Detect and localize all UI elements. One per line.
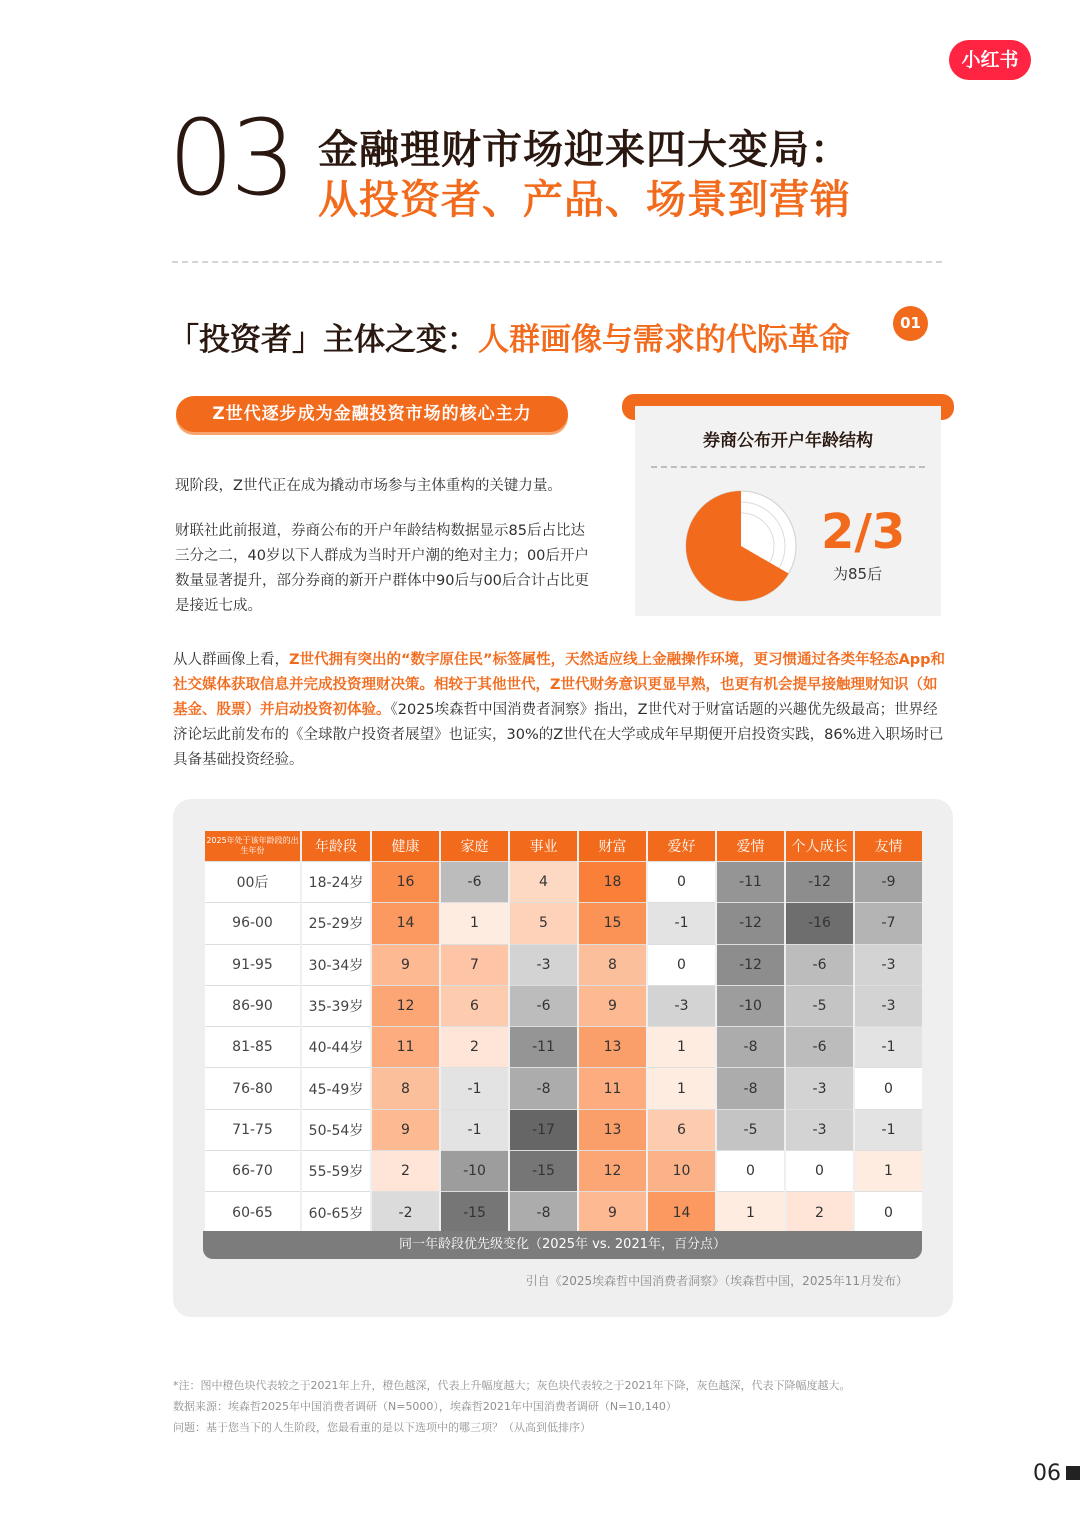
value-cell-family: -1 bbox=[441, 1109, 508, 1150]
value-cell-career: -6 bbox=[510, 985, 577, 1026]
section-number: 03 bbox=[168, 97, 293, 219]
value-cell-career: -15 bbox=[510, 1150, 577, 1191]
table-row bbox=[205, 902, 922, 943]
value-cell-wealth: 8 bbox=[579, 944, 646, 985]
priority-heatmap-table bbox=[203, 831, 924, 1233]
value-cell-career: -8 bbox=[510, 1191, 577, 1232]
table-header-row bbox=[205, 831, 922, 861]
cohort-cell: 00后 bbox=[205, 861, 300, 902]
card-divider bbox=[651, 466, 925, 468]
header-growth: 个人成长 bbox=[786, 831, 853, 861]
age-cell: 35-39岁 bbox=[302, 985, 370, 1026]
footnote-1: *注：图中橙色块代表较之于2021年上升，橙色越深，代表上升幅度越大；灰色块代表较之于2021年下降，灰色越深，代表下降幅度越大。 bbox=[173, 1379, 851, 1392]
share-pie-chart bbox=[683, 488, 799, 604]
age-cell: 25-29岁 bbox=[302, 902, 370, 943]
value-cell-love: 1 bbox=[717, 1191, 784, 1232]
value-cell-wealth: 13 bbox=[579, 1026, 646, 1067]
value-cell-friendship: -1 bbox=[855, 1026, 922, 1067]
paragraph-3-rest: 《2025埃森哲中国消费者洞察》指出，Z世代对于财富话题的兴趣优先级最高；世界经济论坛此前发布的《全球散户投资者展望》也证实，30%的Z世代在大学或成年早期便开启投资实践，86%进入职场时已具备基础投资经验。 bbox=[173, 702, 944, 768]
value-cell-career: 4 bbox=[510, 861, 577, 902]
age-cell: 18-24岁 bbox=[302, 861, 370, 902]
cohort-cell: 66-70 bbox=[205, 1150, 300, 1191]
value-cell-friendship: -7 bbox=[855, 902, 922, 943]
table-row bbox=[205, 985, 922, 1026]
age-cell: 45-49岁 bbox=[302, 1067, 370, 1108]
header-age: 年龄段 bbox=[302, 831, 370, 861]
header-family: 家庭 bbox=[441, 831, 508, 861]
header-love: 爱情 bbox=[717, 831, 784, 861]
cohort-cell: 60-65 bbox=[205, 1191, 300, 1232]
table-row bbox=[205, 1191, 922, 1232]
table-row bbox=[205, 861, 922, 902]
value-cell-family: 1 bbox=[441, 902, 508, 943]
share-label: 为85后 bbox=[833, 565, 883, 583]
section-subheading bbox=[168, 314, 850, 359]
value-cell-health: 11 bbox=[372, 1026, 439, 1067]
paragraph-2: 财联社此前报道，券商公布的开户年龄结构数据显示85后占比达三分之二，40岁以下人群成为当时开户潮的绝对主力；00后开户数量显著提升，部分券商的新开户群体中90后与00后合计占比更是接近七成。 bbox=[175, 523, 589, 614]
value-cell-family: 6 bbox=[441, 985, 508, 1026]
value-cell-career: -11 bbox=[510, 1026, 577, 1067]
value-cell-health: 2 bbox=[372, 1150, 439, 1191]
table-row bbox=[205, 1150, 922, 1191]
page-title-line1: 金融理财市场迎来四大变局： bbox=[318, 127, 851, 173]
value-cell-family: -15 bbox=[441, 1191, 508, 1232]
cohort-cell: 71-75 bbox=[205, 1109, 300, 1150]
value-cell-love: -12 bbox=[717, 944, 784, 985]
value-cell-health: 9 bbox=[372, 944, 439, 985]
value-cell-growth: 2 bbox=[786, 1191, 853, 1232]
value-cell-career: -8 bbox=[510, 1067, 577, 1108]
footnote-2: 数据来源：埃森哲2025年中国消费者调研（N=5000），埃森哲2021年中国消费者调研（N=10,140） bbox=[173, 1400, 677, 1413]
account-age-card bbox=[635, 406, 941, 616]
value-cell-friendship: 0 bbox=[855, 1191, 922, 1232]
value-cell-career: 5 bbox=[510, 902, 577, 943]
header-health: 健康 bbox=[372, 831, 439, 861]
value-cell-growth: -3 bbox=[786, 1109, 853, 1150]
value-cell-growth: -16 bbox=[786, 902, 853, 943]
paragraph-3-highlight: Z世代拥有突出的“数字原住民”标签属性，天然适应线上金融操作环境，更习惯通过各类年轻态App和社交媒体获取信息并完成投资理财决策。相较于其他世代，Z世代财务意识更显早熟，也更有机会提早接触理财知识（如基金、股票）并启动投资初体验。 bbox=[173, 652, 946, 718]
value-cell-wealth: 11 bbox=[579, 1067, 646, 1108]
topic-pill: Z世代逐步成为金融投资市场的核心主力 bbox=[176, 396, 568, 432]
value-cell-growth: -5 bbox=[786, 985, 853, 1026]
share-value: 2/3 bbox=[821, 504, 906, 560]
subheading-badge: 01 bbox=[893, 306, 928, 341]
paragraph-3 bbox=[173, 648, 949, 773]
value-cell-hobby: 0 bbox=[648, 944, 715, 985]
value-cell-wealth: 9 bbox=[579, 985, 646, 1026]
value-cell-hobby: 1 bbox=[648, 1067, 715, 1108]
value-cell-friendship: -3 bbox=[855, 944, 922, 985]
table-row bbox=[205, 1109, 922, 1150]
table-row bbox=[205, 1067, 922, 1108]
value-cell-love: -5 bbox=[717, 1109, 784, 1150]
value-cell-friendship: -3 bbox=[855, 985, 922, 1026]
value-cell-friendship: 1 bbox=[855, 1150, 922, 1191]
table-row bbox=[205, 944, 922, 985]
value-cell-family: 7 bbox=[441, 944, 508, 985]
value-cell-love: -8 bbox=[717, 1067, 784, 1108]
paragraph-1: 现阶段，Z世代正在成为撬动市场参与主体重构的关键力量。 bbox=[175, 478, 562, 494]
divider bbox=[172, 261, 942, 263]
header-wealth: 财富 bbox=[579, 831, 646, 861]
page-number: 06 bbox=[1033, 1461, 1061, 1486]
value-cell-career: -3 bbox=[510, 944, 577, 985]
header-hobby: 爱好 bbox=[648, 831, 715, 861]
value-cell-career: -17 bbox=[510, 1109, 577, 1150]
value-cell-love: -10 bbox=[717, 985, 784, 1026]
cohort-cell: 91-95 bbox=[205, 944, 300, 985]
value-cell-hobby: -3 bbox=[648, 985, 715, 1026]
value-cell-love: -12 bbox=[717, 902, 784, 943]
table-row bbox=[205, 1026, 922, 1067]
xiaohongshu-logo: 小红书 bbox=[949, 40, 1031, 80]
value-cell-health: 12 bbox=[372, 985, 439, 1026]
table-footer: 同一年龄段优先级变化（2025年 vs. 2021年，百分点） bbox=[203, 1231, 922, 1259]
value-cell-friendship: -1 bbox=[855, 1109, 922, 1150]
age-cell: 55-59岁 bbox=[302, 1150, 370, 1191]
value-cell-growth: -6 bbox=[786, 944, 853, 985]
value-cell-hobby: 6 bbox=[648, 1109, 715, 1150]
age-cell: 60-65岁 bbox=[302, 1191, 370, 1232]
header-career: 事业 bbox=[510, 831, 577, 861]
value-cell-growth: -6 bbox=[786, 1026, 853, 1067]
page-marker bbox=[1066, 1466, 1080, 1480]
value-cell-family: -10 bbox=[441, 1150, 508, 1191]
value-cell-love: -11 bbox=[717, 861, 784, 902]
value-cell-health: 8 bbox=[372, 1067, 439, 1108]
header-cohort: 2025年处于该年龄段的出生年份 bbox=[205, 831, 300, 861]
footnotes bbox=[173, 1375, 850, 1438]
table-body bbox=[205, 861, 922, 1233]
value-cell-health: 16 bbox=[372, 861, 439, 902]
page-title-line2: 从投资者、产品、场景到营销 bbox=[318, 177, 851, 223]
age-cell: 30-34岁 bbox=[302, 944, 370, 985]
value-cell-wealth: 15 bbox=[579, 902, 646, 943]
paragraph-3-lead: 从人群画像上看， bbox=[173, 652, 289, 668]
value-cell-wealth: 9 bbox=[579, 1191, 646, 1232]
subheading-part1: 「投资者」主体之变： bbox=[168, 322, 478, 358]
value-cell-health: -2 bbox=[372, 1191, 439, 1232]
table-source: 引自《2025埃森哲中国消费者洞察》（埃森哲中国，2025年11月发布） bbox=[525, 1274, 908, 1288]
value-cell-love: 0 bbox=[717, 1150, 784, 1191]
age-cell: 50-54岁 bbox=[302, 1109, 370, 1150]
value-cell-wealth: 13 bbox=[579, 1109, 646, 1150]
value-cell-wealth: 18 bbox=[579, 861, 646, 902]
value-cell-hobby: 10 bbox=[648, 1150, 715, 1191]
value-cell-love: -8 bbox=[717, 1026, 784, 1067]
cohort-cell: 86-90 bbox=[205, 985, 300, 1026]
value-cell-family: -1 bbox=[441, 1067, 508, 1108]
subheading-part2: 人群画像与需求的代际革命 bbox=[478, 322, 850, 358]
card-title: 券商公布开户年龄结构 bbox=[703, 431, 873, 451]
cohort-cell: 96-00 bbox=[205, 902, 300, 943]
value-cell-health: 14 bbox=[372, 902, 439, 943]
value-cell-growth: 0 bbox=[786, 1150, 853, 1191]
cohort-cell: 81-85 bbox=[205, 1026, 300, 1067]
value-cell-growth: -12 bbox=[786, 861, 853, 902]
value-cell-family: 2 bbox=[441, 1026, 508, 1067]
header-friendship: 友情 bbox=[855, 831, 922, 861]
value-cell-hobby: 0 bbox=[648, 861, 715, 902]
value-cell-wealth: 12 bbox=[579, 1150, 646, 1191]
footnote-3: 问题：基于您当下的人生阶段，您最看重的是以下选项中的哪三项？（从高到低排序） bbox=[173, 1421, 591, 1434]
value-cell-hobby: -1 bbox=[648, 902, 715, 943]
value-cell-hobby: 14 bbox=[648, 1191, 715, 1232]
age-cell: 40-44岁 bbox=[302, 1026, 370, 1067]
value-cell-friendship: -9 bbox=[855, 861, 922, 902]
value-cell-hobby: 1 bbox=[648, 1026, 715, 1067]
value-cell-health: 9 bbox=[372, 1109, 439, 1150]
cohort-cell: 76-80 bbox=[205, 1067, 300, 1108]
value-cell-friendship: 0 bbox=[855, 1067, 922, 1108]
value-cell-family: -6 bbox=[441, 861, 508, 902]
value-cell-growth: -3 bbox=[786, 1067, 853, 1108]
